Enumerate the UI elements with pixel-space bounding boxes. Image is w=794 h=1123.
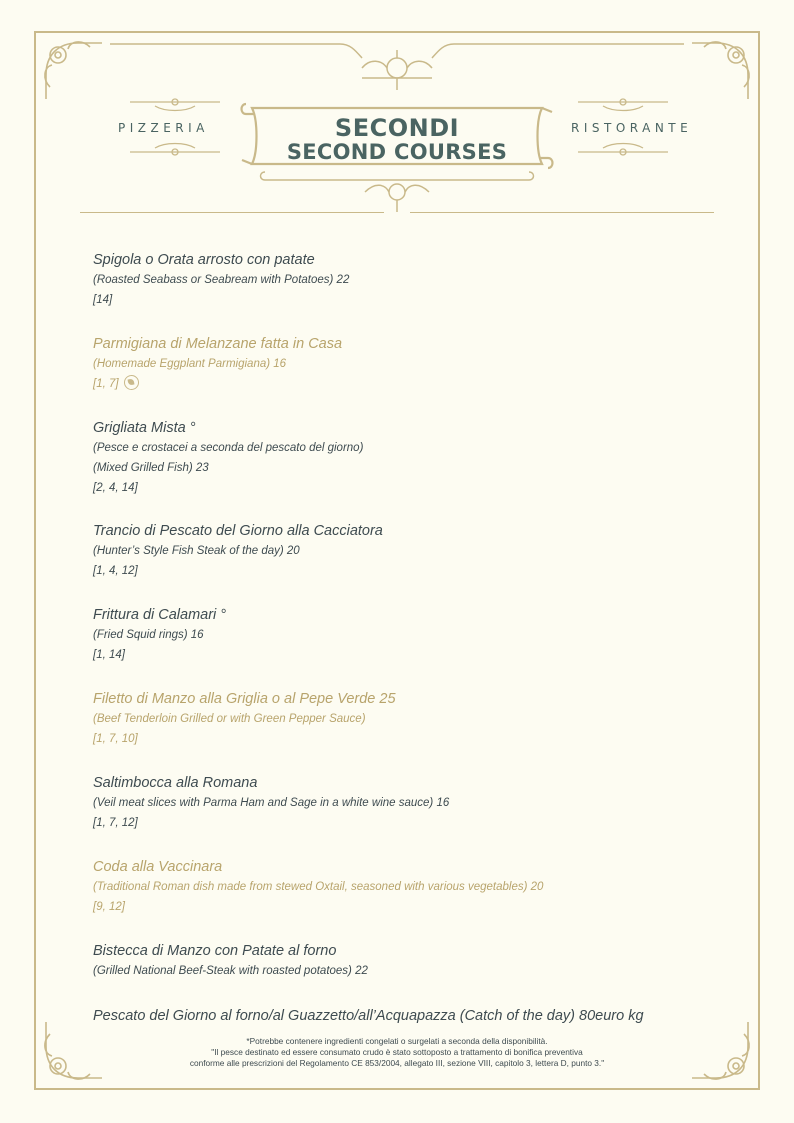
menu-item-name: Coda alla Vaccinara [93, 859, 223, 875]
leaf-icon [124, 375, 139, 390]
menu-item-description: (Pesce e crostacei a seconda del pescato del giorno) [93, 442, 364, 454]
corner-ornament-bottom-right [686, 1016, 756, 1086]
bottom-flourish [255, 168, 539, 218]
corner-ornament-top-left [38, 35, 108, 105]
menu-item-grigliata [93, 418, 713, 498]
menu-item-name: Frittura di Calamari ° [93, 607, 227, 623]
menu-item-allergens: [1, 7, 10] [93, 733, 138, 745]
page-title: SECONDI [334, 114, 460, 142]
menu-item-coda [93, 857, 713, 917]
menu-item-description: (Veil meat slices with Parma Ham and Sage in a white wine sauce) 16 [93, 797, 450, 809]
header-rule-left [80, 212, 384, 213]
menu-item-saltimbocca [93, 773, 713, 833]
footer-notes [120, 1036, 674, 1069]
menu-item-name: Parmigiana di Melanzane fatta in Casa [93, 336, 343, 352]
menu-item-trancio [93, 521, 713, 581]
menu-item-description: (Grilled National Beef-Steak with roasted potatoes) 22 [93, 965, 368, 977]
menu-item-allergens: [1, 7, 12] [93, 817, 138, 829]
footer-line: "Il pesce destinato ed essere consumato crudo è stato sottoposto a trattamento di bonifica preventiva [211, 1047, 583, 1057]
header-rule-right [410, 212, 714, 213]
corner-ornament-bottom-left [38, 1016, 108, 1086]
menu-item-spigola [93, 250, 713, 310]
menu-item-description: (Traditional Roman dish made from stewed Oxtail, seasoned with various vegetables) 20 [93, 881, 544, 893]
menu-item-description: (Homemade Eggplant Parmigiana) 16 [93, 358, 287, 370]
menu-item-allergens: [1, 4, 12] [93, 565, 138, 577]
menu-item-allergens: [1, 14] [93, 649, 125, 661]
menu-item-name: Spigola o Orata arrosto con patate [93, 252, 315, 268]
footer-line: *Potrebbe contenere ingredienti congelati o surgelati a seconda della disponibilità. [246, 1036, 548, 1046]
menu-item-description: (Beef Tenderloin Grilled or with Green Pepper Sauce) [93, 713, 366, 725]
menu-item-description: (Roasted Seabass or Seabream with Potatoes) 22 [93, 274, 350, 286]
menu-item-parmigiana [93, 334, 713, 394]
menu-item-allergens: [2, 4, 14] [93, 482, 138, 494]
menu-item-allergens: [14] [93, 294, 113, 306]
menu-item-frittura [93, 605, 713, 665]
top-flourish [100, 38, 694, 98]
footer-line: conforme alle prescrizioni del Regolamento CE 853/2004, allegato III, sezione VIII, capitolo 3, lettera D, punto 3." [189, 1058, 605, 1068]
pizzeria-label: PIZZERIA [118, 121, 209, 135]
menu-item-allergens: [9, 12] [93, 901, 125, 913]
menu-item-name: Pescato del Giorno al forno/al Guazzetto/all’Acquapazza (Catch of the day) 80euro kg [93, 1008, 644, 1024]
menu-item-name: Filetto di Manzo alla Griglia o al Pepe Verde 25 [93, 691, 396, 707]
corner-ornament-top-right [686, 35, 756, 105]
menu-item-description: (Fried Squid rings) 16 [93, 629, 204, 641]
menu-item-name: Trancio di Pescato del Giorno alla Cacciatora [93, 523, 383, 539]
menu-item-name: Saltimbocca alla Romana [93, 775, 258, 791]
page-subtitle: SECOND COURSES [286, 140, 508, 164]
ristorante-label: RISTORANTE [571, 121, 693, 135]
menu-item-pescato [93, 1006, 713, 1026]
menu-item-description: (Mixed Grilled Fish) 23 [93, 462, 209, 474]
menu-item-name: Grigliata Mista ° [93, 420, 196, 436]
menu-item-name: Bistecca di Manzo con Patate al forno [93, 943, 337, 959]
menu-item-description: (Hunter’s Style Fish Steak of the day) 20 [93, 545, 300, 557]
menu-item-bistecca [93, 941, 713, 981]
menu-item-allergens: [1, 7] [93, 378, 119, 390]
menu-item-filetto [93, 689, 713, 749]
